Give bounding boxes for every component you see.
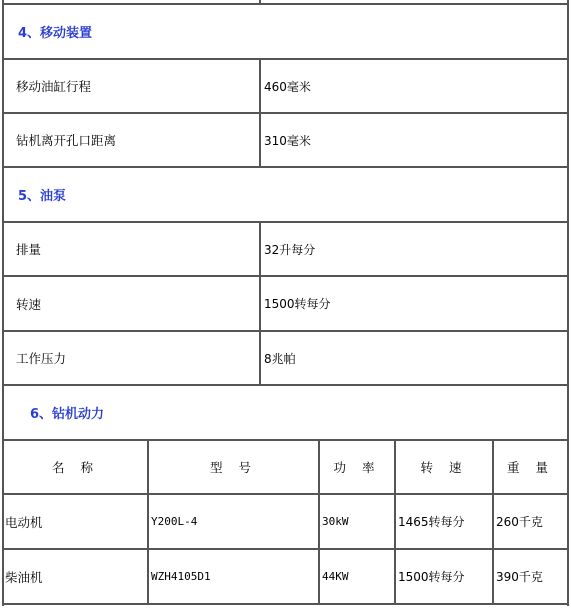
spec-value: 1500转每分 (264, 297, 331, 311)
spec-value: 32升每分 (264, 242, 316, 257)
spec-label: 排量 (16, 242, 42, 257)
spec-label: 钻机离开孔口距离 (16, 133, 117, 148)
spec-value: 310毫米 (264, 133, 311, 148)
row-line (2, 166, 569, 168)
table-cell-power: 30kW (322, 515, 349, 528)
column-header-speed: 转 速 (420, 460, 468, 475)
spec-label: 转速 (16, 296, 42, 312)
column-header-name: 名 称 (52, 460, 99, 475)
table-cell-weight: 390千克 (496, 570, 543, 584)
spec-value: 8兆帕 (264, 351, 296, 366)
section-heading-oil-pump: 5、油泵 (18, 189, 67, 204)
row-line (2, 548, 569, 550)
column-divider (259, 58, 261, 166)
table-cell-power: 44KW (322, 570, 349, 583)
table-border-left (2, 0, 4, 606)
spec-value: 460毫米 (264, 79, 311, 94)
table-cell-speed: 1500转每分 (398, 570, 465, 584)
table-border-right (567, 0, 569, 606)
table-cell-speed: 1465转每分 (398, 515, 465, 529)
table-cell-name: 柴油机 (5, 569, 43, 585)
row-line (2, 603, 569, 605)
table-cell-weight: 260千克 (496, 515, 543, 529)
section-heading-drill-power: 6、钻机动力 (30, 407, 105, 422)
column-header-power: 功 率 (333, 460, 381, 475)
column-header-model: 型 号 (210, 460, 257, 475)
table-cell-name: 电动机 (5, 514, 43, 530)
spec-label: 移动油缸行程 (16, 79, 92, 94)
spec-label: 工作压力 (16, 351, 67, 366)
column-divider (259, 221, 261, 384)
row-line (2, 493, 569, 495)
table-cell-model: Y200L-4 (151, 515, 198, 528)
table-cell-model: WZH4105D1 (151, 570, 211, 583)
column-header-weight: 重 量 (507, 460, 554, 475)
section-heading-mobile-unit: 4、移动装置 (18, 26, 93, 41)
